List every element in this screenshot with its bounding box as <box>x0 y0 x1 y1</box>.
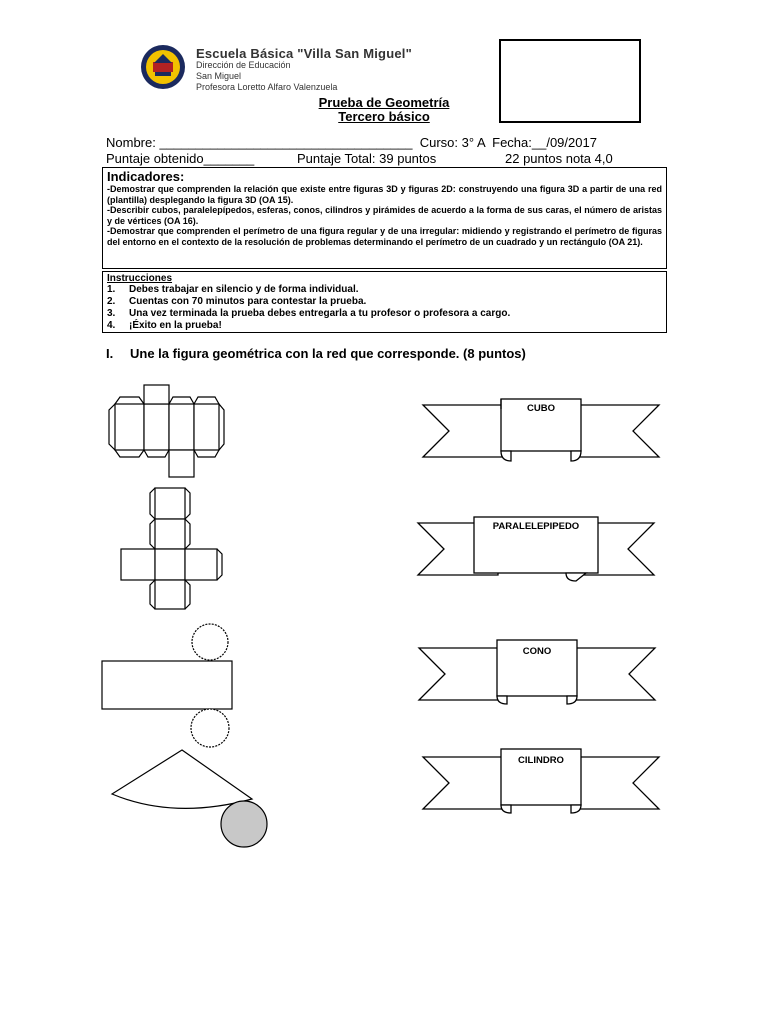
cone-net-figure <box>104 744 274 850</box>
header-line-direccion: Dirección de Educación <box>196 60 291 70</box>
page-subtitle: Tercero básico <box>338 109 430 124</box>
school-name: Escuela Básica "Villa San Miguel" <box>196 46 412 61</box>
instruction-item <box>107 320 662 332</box>
instruction-num: 1. <box>107 284 116 295</box>
page-title: Prueba de Geometría <box>318 95 450 110</box>
info-passing-score: 22 puntos nota 4,0 <box>505 151 613 166</box>
section-number: I. <box>106 346 114 361</box>
instruction-item <box>107 308 662 320</box>
section-title <box>106 346 526 361</box>
banner-label-cono: CONO <box>522 646 552 657</box>
instruction-text: Debes trabajar en silencio y de forma individual. <box>129 284 359 295</box>
banner-cilindro <box>421 743 661 823</box>
banner-cono <box>417 634 657 714</box>
instruction-text: ¡Éxito en la prueba! <box>129 320 222 331</box>
banner-label-cubo: CUBO <box>527 403 555 414</box>
header-line-city: San Miguel <box>196 71 242 81</box>
banner-label-cilindro: CILINDRO <box>518 755 564 766</box>
banner-cubo <box>421 391 661 471</box>
info-name-row: Nombre: ___________________________________ Curso: 3° A Fecha:__/09/2017 <box>106 135 597 150</box>
indicator-item: -Demostrar que comprenden la relación que existe entre figuras 3D y figuras 2D: construyendo una figura 3D a partir de una red (plantilla) desplegando la figura 3D (OA 15). <box>107 184 662 205</box>
indicators-title: Indicadores: <box>107 169 185 184</box>
banner-paralelepipedo <box>416 509 656 589</box>
section-text: Une la figura geométrica con la red que corresponde. (8 puntos) <box>130 346 526 361</box>
prism-net-figure <box>106 382 226 480</box>
indicator-item: -Demostrar que comprenden el perímetro de una figura regular y de una irregular: midiendo y registrando el perímetro de figuras del entorno en el contexto de la resolución de problemas determinando el perímetro de un cuadrado y un rectángulo (OA 21). <box>107 226 662 247</box>
instruction-num: 3. <box>107 308 116 319</box>
instruction-num: 4. <box>107 320 116 331</box>
instruction-item <box>107 296 662 308</box>
instructions-title: Instrucciones <box>107 273 173 284</box>
instructions-box <box>102 271 667 333</box>
info-score-obtained: Puntaje obtenido_______ <box>106 151 255 166</box>
indicator-item: -Describir cubos, paralelepípedos, esferas, conos, cilindros y pirámides de acuerdo a la forma de sus caras, el número de aristas y de vértices (OA 16). <box>107 205 662 226</box>
indicators-box <box>102 167 667 269</box>
cylinder-net-figure <box>96 622 246 748</box>
info-total-score: Puntaje Total: 39 puntos <box>297 151 437 166</box>
cube-net-figure <box>116 484 236 614</box>
instruction-num: 2. <box>107 296 116 307</box>
instruction-text: Cuentas con 70 minutos para contestar la prueba. <box>129 296 367 307</box>
header-line-teacher: Profesora Loretto Alfaro Valenzuela <box>196 82 338 92</box>
school-logo <box>140 44 186 90</box>
instruction-text: Una vez terminada la prueba debes entregarla a tu profesor o profesora a cargo. <box>129 308 511 319</box>
banner-label-paralelepipedo: PARALELEPIPEDO <box>492 521 580 532</box>
instruction-item <box>107 284 662 296</box>
